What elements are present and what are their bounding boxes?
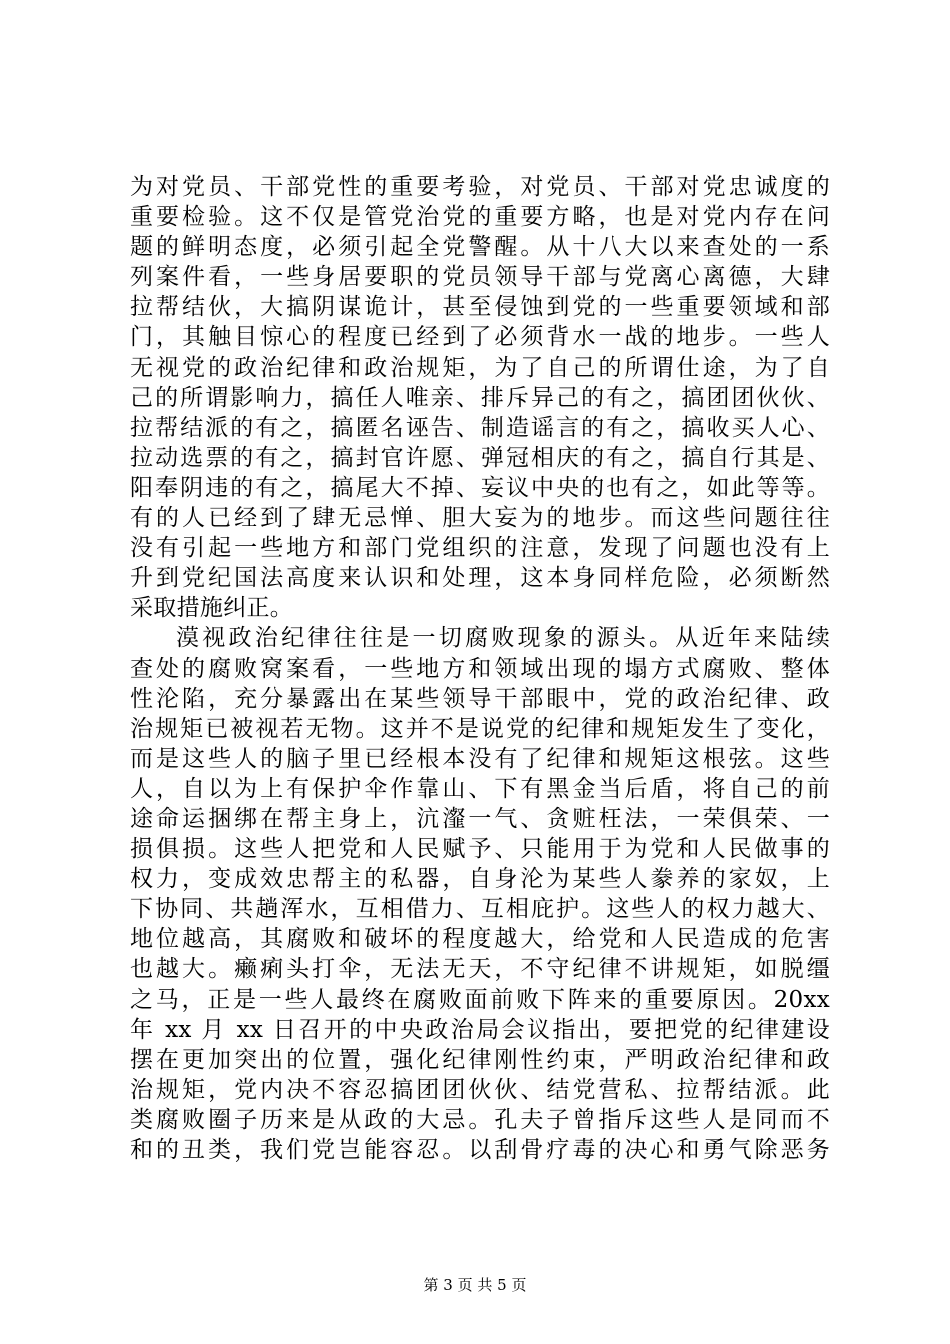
text-line: 阳奉阴违的有之，搞尾大不掉、妄议中央的也有之，如此等等。 — [130, 474, 830, 501]
text-line: 治规矩已被视若无物。这并不是说党的纪律和规矩发生了变化， — [130, 715, 830, 742]
text-line: 无视党的政治纪律和政治规矩，为了自己的所谓仕途，为了自 — [130, 354, 830, 381]
text-line: 而是这些人的脑子里已经根本没有了纪律和规矩这根弦。这些 — [130, 745, 830, 772]
text-line: 没有引起一些地方和部门党组织的注意，发现了问题也没有上 — [130, 535, 830, 562]
text-line: 地位越高，其腐败和破坏的程度越大，给党和人民造成的危害 — [130, 926, 830, 953]
text-line: 升到党纪国法高度来认识和处理，这本身同样危险，必须断然 — [130, 565, 830, 592]
text-line: 也越大。癞痢头打伞，无法无天，不守纪律不讲规矩，如脱缰 — [130, 956, 830, 983]
text-line: 有的人已经到了肆无忌惮、胆大妄为的地步。而这些问题往往 — [130, 505, 830, 532]
text-line: 拉帮结派的有之，搞匿名诬告、制造谣言的有之，搞收买人心、 — [130, 414, 830, 441]
body-text — [130, 172, 830, 1165]
text-line: 门，其触目惊心的程度已经到了必须背水一战的地步。一些人 — [130, 324, 830, 351]
text-line: 重要检验。这不仅是管党治党的重要方略，也是对党内存在问 — [130, 204, 830, 231]
text-line: 漠视政治纪律往往是一切腐败现象的源头。从近年来陆续 — [176, 625, 830, 652]
page-number-footer: 第 3 页 共 5 页 — [423, 1276, 527, 1294]
text-line: 拉动选票的有之，搞封官许愿、弹冠相庆的有之，搞自行其是、 — [130, 444, 830, 471]
text-line: 列案件看，一些身居要职的党员领导干部与党离心离德，大肆 — [130, 264, 830, 291]
text-line: 性沦陷，充分暴露出在某些领导干部眼中，党的政治纪律、政 — [130, 685, 830, 712]
paragraph-2 — [130, 623, 830, 1165]
text-line: 为对党员、干部党性的重要考验，对党员、干部对党忠诚度的 — [130, 174, 830, 200]
text-line: 途命运捆绑在帮主身上，沆瀣一气、贪赃枉法，一荣俱荣、一 — [130, 805, 830, 832]
text-line: 下协同、共趟浑水，互相借力、互相庇护。这些人的权力越大、 — [130, 896, 830, 923]
text-line: 类腐败圈子历来是从政的大忌。孔夫子曾指斥这些人是同而不 — [130, 1106, 830, 1133]
text-line: 采取措施纠正。 — [130, 595, 294, 622]
text-line: 和的丑类，我们党岂能容忍。以刮骨疗毒的决心和勇气除恶务 — [130, 1137, 830, 1163]
text-line: 人，自以为上有保护伞作靠山、下有黑金当后盾，将自己的前 — [130, 775, 830, 802]
text-line: 年 xx 月 xx 日召开的中央政治局会议指出，要把党的纪律建设 — [130, 1016, 830, 1043]
text-line: 之马，正是一些人最终在腐败面前败下阵来的重要原因。20xx — [130, 986, 830, 1013]
text-line: 己的所谓影响力，搞任人唯亲、排斥异己的有之，搞团团伙伙、 — [130, 384, 830, 411]
text-line: 摆在更加突出的位置，强化纪律刚性约束，严明政治纪律和政 — [130, 1046, 830, 1073]
paragraph-1 — [130, 172, 830, 623]
text-line: 查处的腐败窝案看，一些地方和领域出现的塌方式腐败、整体 — [130, 655, 830, 682]
text-line: 治规矩，党内决不容忍搞团团伙伙、结党营私、拉帮结派。此 — [130, 1076, 830, 1103]
text-line: 损俱损。这些人把党和人民赋予、只能用于为党和人民做事的 — [130, 836, 830, 863]
text-line: 拉帮结伙，大搞阴谋诡计，甚至侵蚀到党的一些重要领域和部 — [130, 294, 830, 321]
text-line: 题的鲜明态度，必须引起全党警醒。从十八大以来查处的一系 — [130, 234, 830, 261]
text-line: 权力，变成效忠帮主的私器，自身沦为某些人豢养的家奴，上 — [130, 866, 830, 893]
